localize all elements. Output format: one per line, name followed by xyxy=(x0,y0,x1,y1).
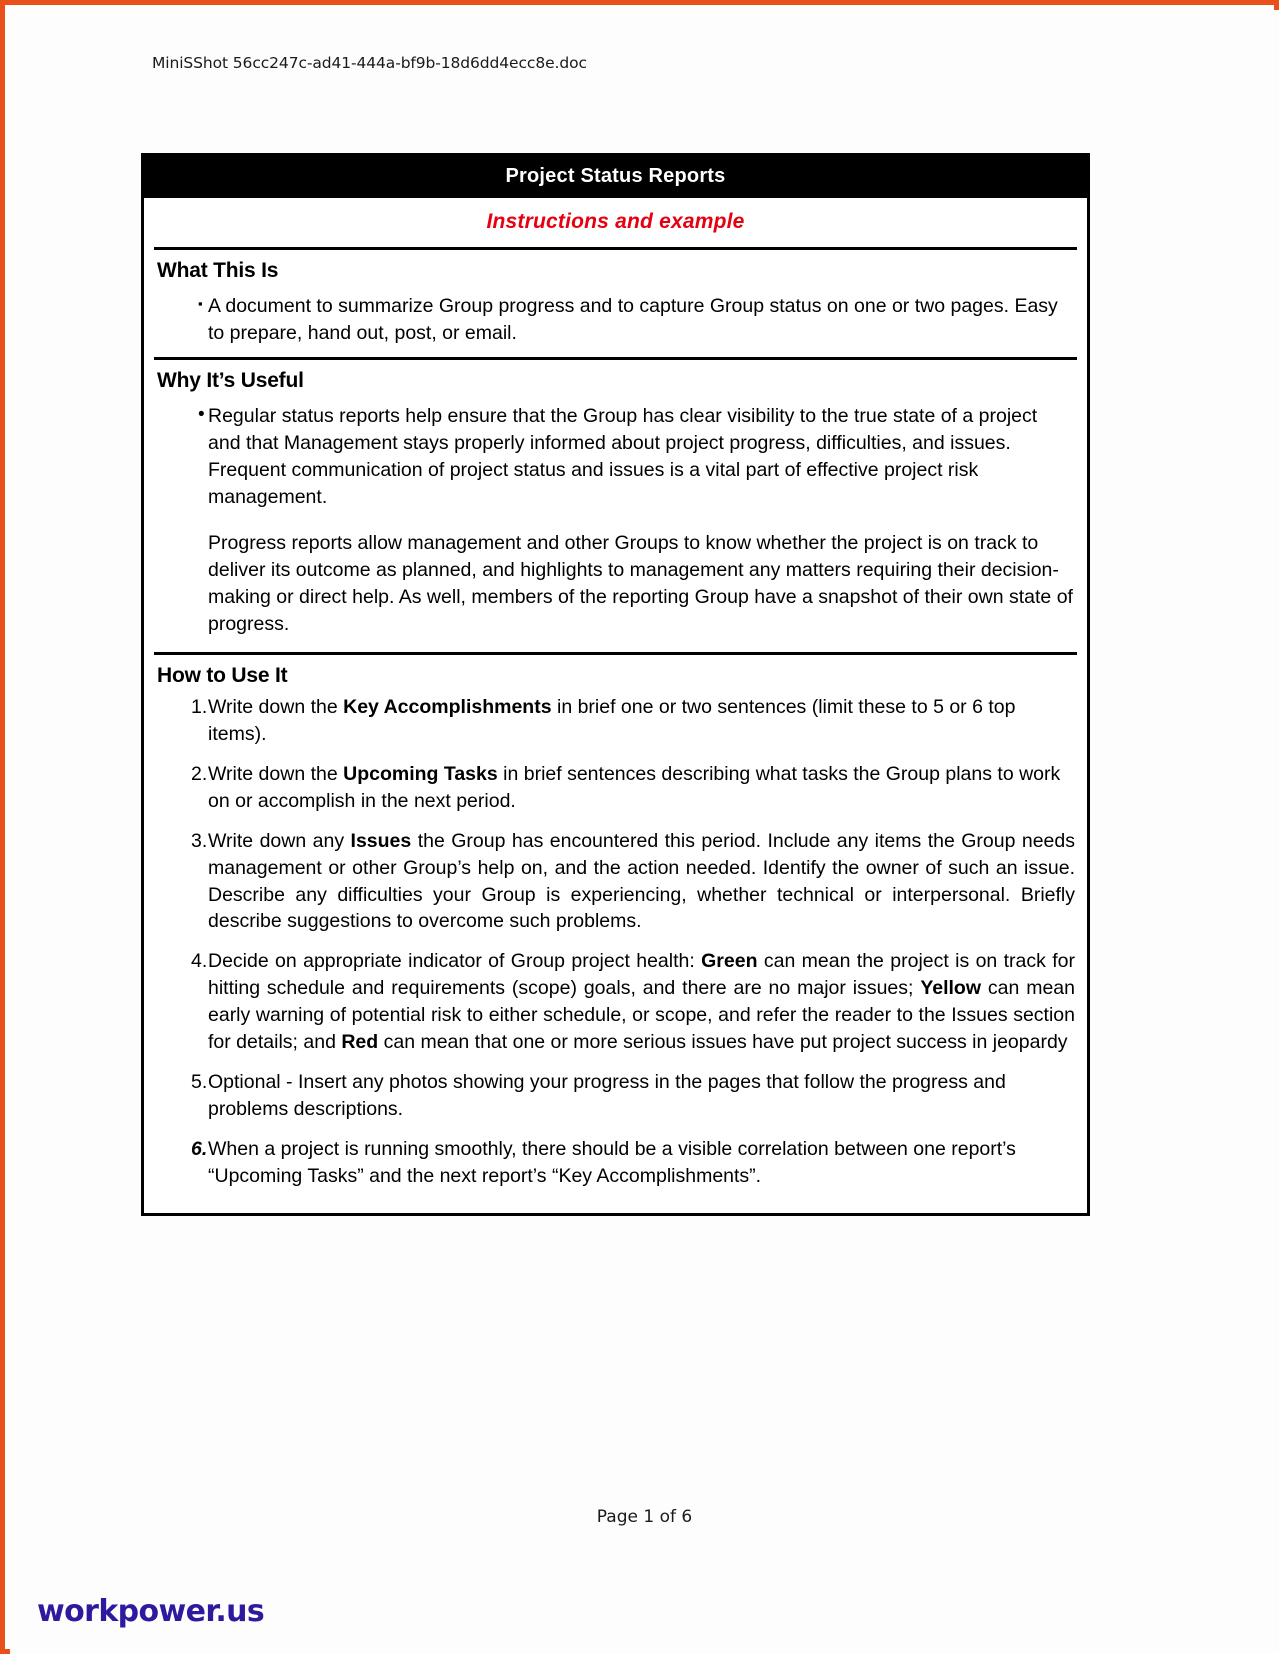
item-rest: in brief sentences describing what tasks the Group plans to work on or accomplish in the next period. xyxy=(208,762,1061,812)
list-item-text: Optional - Insert any photos showing your progress in the pages that follow the progress and problems descriptions. xyxy=(208,1070,1006,1120)
document-subtitle: Instructions and example xyxy=(486,210,745,233)
section-paragraph: Progress reports allow management and other Groups to know whether the project is on track to deliver its outcome as planned, and highlights to management any matters requiring their decision-making or direct help. As well, members of the reporting Group have a snapshot of their own state of progress. xyxy=(208,532,1073,636)
item-rest-3: can mean that one or more serious issues have put project success in jeopardy xyxy=(378,1031,1068,1054)
item-bold-term: Upcoming Tasks xyxy=(343,762,498,785)
document-sheet xyxy=(10,10,1279,1654)
list-item-text xyxy=(208,761,1075,815)
item-bold-term-red: Red xyxy=(341,1031,379,1054)
section-heading-why-its-useful: Why It’s Useful xyxy=(157,368,304,392)
list-item xyxy=(156,403,1075,511)
item-bold-term-green: Green xyxy=(701,950,758,973)
numbered-list-item-5 xyxy=(156,1069,1075,1123)
item-bold-term: Issues xyxy=(350,829,412,852)
item-rest: can mean the project is on track for hitting schedule and requirements (scope) goals, and there are no major issues; xyxy=(208,950,1075,1000)
square-bullet-icon: ▪ xyxy=(198,296,203,311)
list-marker: 1. xyxy=(191,696,208,719)
item-bold-term: Key Accomplishments xyxy=(343,696,552,719)
item-lead: Write down the xyxy=(208,762,344,785)
list-marker: 2. xyxy=(191,762,208,785)
list-marker: 3. xyxy=(191,829,208,852)
numbered-list-item-6 xyxy=(156,1136,1075,1190)
list-item-text: A document to summarize Group progress and to capture Group status on one or two pages. Easy to prepare, hand out, post, or email. xyxy=(208,295,1058,344)
file-name-header: MiniSShot 56cc247c-ad41-444a-bf9b-18d6dd4ecc8e.doc xyxy=(152,54,587,72)
section-body-how-to-use-it xyxy=(144,692,1087,1213)
item-rest: the Group has encountered this period. Include any items the Group needs management or other Group’s help on, and the action needed. Identify the owner of such an issue. Describe any difficulties your Group is experiencing, whether technical or interpersonal. Briefly describe suggestions to overcome such problems. xyxy=(208,829,1076,933)
numbered-list-item-3 xyxy=(156,828,1075,936)
list-item-text xyxy=(208,948,1075,1056)
list-item-text xyxy=(208,828,1075,936)
item-rest: in brief one or two sentences (limit these to 5 or 6 top items). xyxy=(208,696,1016,745)
list-item-text xyxy=(208,694,1075,748)
numbered-list-item-4 xyxy=(156,948,1075,1056)
round-bullet-icon: • xyxy=(198,403,205,425)
item-lead: Decide on appropriate indicator of Group project health: xyxy=(208,950,702,973)
section-heading-what-this-is: What This Is xyxy=(157,259,279,282)
list-item xyxy=(156,293,1075,347)
list-item-text: Regular status reports help ensure that the Group has clear visibility to the true state of a project and that Management stays properly informed about project progress, difficulties, and issues. Frequent communication of project status and issues is a vital part of effective project risk management. xyxy=(208,404,1038,508)
list-marker: 4. xyxy=(191,950,208,973)
list-marker: 6. xyxy=(191,1137,208,1160)
item-bold-term-yellow: Yellow xyxy=(920,977,982,1000)
numbered-list-item-1 xyxy=(156,694,1075,748)
section-body-what-this-is xyxy=(144,293,1087,347)
section-heading-how-to-use-it: How to Use It xyxy=(157,664,288,688)
document-title-bar: Project Status Reports xyxy=(144,156,1087,198)
item-lead: Write down any xyxy=(208,829,351,852)
list-marker: 5. xyxy=(191,1070,208,1093)
status-report-document xyxy=(141,153,1090,1216)
item-lead: Write down the xyxy=(208,696,344,719)
list-item-text: When a project is running smoothly, there should be a visible correlation between one report’s “Upcoming Tasks” and the next report’s “Key Accomplishments”. xyxy=(208,1137,1016,1187)
watermark-logo: workpower.us xyxy=(37,1594,265,1629)
page-number-footer: Page 1 of 6 xyxy=(596,1507,693,1527)
item-rest-2: can mean early warning of potential risk to either schedule, or scope, and refer the reader to the Issues section for details; and xyxy=(208,977,1075,1054)
section-body-why-its-useful xyxy=(144,403,1087,638)
numbered-list-item-2 xyxy=(156,761,1075,815)
